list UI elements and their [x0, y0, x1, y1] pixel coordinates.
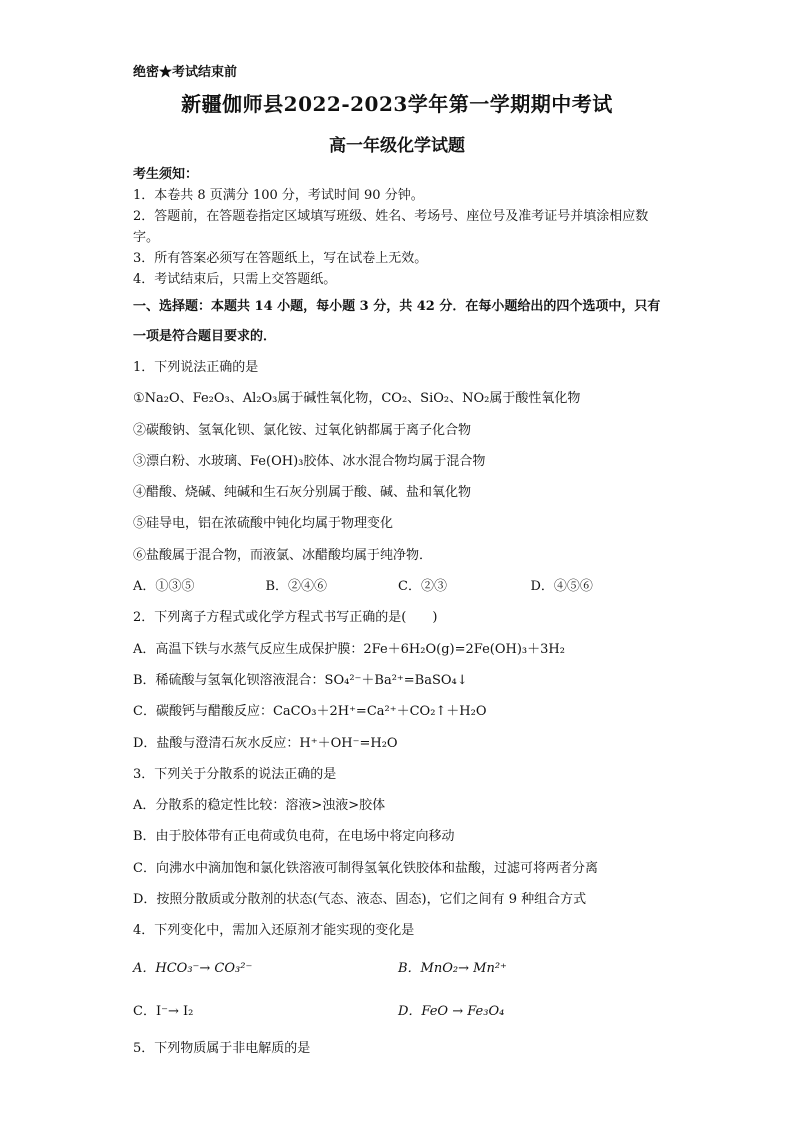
notice-item: 3．所有答案必须写在答题纸上，写在试卷上无效。 — [133, 251, 428, 266]
statement: ①Na₂O、Fe₂O₃、Al₂O₃属于碱性氧化物，CO₂、SiO₂、NO₂属于酸性氧化物 — [133, 391, 581, 407]
question-1-stem: 1．下列说法正确的是 — [133, 360, 259, 375]
question-4-stem: 4．下列变化中，需加入还原剂才能实现的变化是 — [133, 923, 415, 939]
option-b: B．②④⑥ — [265, 579, 328, 595]
question-2-stem: 2．下列离子方程式或化学方程式书写正确的是( ) — [133, 610, 438, 626]
question-1-options — [133, 571, 663, 602]
option-a: A．高温下铁与水蒸气反应生成保护膜：2Fe＋6H₂O(g)=2Fe(OH)₃＋3H₂ — [133, 641, 565, 657]
statement: ⑤硅导电，铝在浓硫酸中钝化均属于物理变化 — [133, 516, 394, 532]
statement: ⑥盐酸属于混合物，而液氯、冰醋酸均属于纯净物． — [133, 547, 433, 563]
statement: ②碳酸钠、氢氧化钡、氯化铵、过氧化钠都属于离子化合物 — [133, 422, 472, 438]
option-c: C．②③ — [398, 579, 447, 595]
statement: ④醋酸、烧碱、纯碱和生石灰分别属于酸、碱、盐和氧化物 — [133, 485, 472, 501]
option-a: A．HCO₃⁻→ CO₃²⁻ — [133, 960, 253, 976]
notice-item: 1．本卷共 8 页满分 100 分，考试时间 90 分钟。 — [133, 188, 424, 203]
option-b: B．MnO₂→ Mn²⁺ — [398, 960, 507, 976]
option-d: D．④⑤⑥ — [530, 579, 593, 595]
secret-label: 绝密★考试结束前 — [133, 65, 238, 80]
notice-item: 4．考试结束后，只需上交答题纸。 — [133, 272, 337, 287]
question-5-stem: 5．下列物质属于非电解质的是 — [133, 1040, 311, 1056]
exam-subtitle: 高一年级化学试题 — [329, 136, 465, 156]
option-a: A．分散系的稳定性比较：溶液>浊液>胶体 — [133, 798, 386, 814]
option-d: D．盐酸与澄清石灰水反应：H⁺＋OH⁻=H₂O — [133, 735, 398, 751]
option-c: C．向沸水中滴加饱和氯化铁溶液可制得氢氧化铁胶体和盐酸，过滤可将两者分离 — [133, 860, 598, 876]
question-3-stem: 3．下列关于分散系的说法正确的是 — [133, 766, 337, 782]
question-4-options-row1 — [133, 947, 663, 990]
option-c: C．I⁻→ I₂ — [133, 1003, 194, 1019]
statement: ③漂白粉、水玻璃、Fe(OH)₃胶体、冰水混合物均属于混合物 — [133, 453, 486, 469]
option-c: C．碳酸钙与醋酸反应：CaCO₃＋2H⁺=Ca²⁺＋CO₂↑＋H₂O — [133, 704, 487, 720]
option-a: A．①③⑤ — [133, 579, 195, 595]
notice-heading: 考生须知： — [133, 167, 199, 182]
notice-item: 2．答题前，在答题卷指定区域填写班级、姓名、考场号、座位号及准考证号并填涂相应数字。 — [133, 209, 649, 245]
option-b: B．稀硫酸与氢氧化钡溶液混合：SO₄²⁻＋Ba²⁺=BaSO₄↓ — [133, 672, 468, 688]
option-b: B．由于胶体带有正电荷或负电荷，在电场中将定向移动 — [133, 829, 455, 845]
option-d: D．按照分散质或分散剂的状态(气态、液态、固态)，它们之间有 9 种组合方式 — [133, 892, 587, 908]
question-4-options-row2 — [133, 990, 663, 1033]
section-heading: 一、选择题：本题共 14 小题，每小题 3 分，共 42 分．在每小题给出的四个选项中，只有一项是符合题目要求的． — [133, 299, 661, 344]
exam-body — [133, 165, 663, 1064]
exam-title: 新疆伽师县2022-2023学年第一学期期中考试 — [181, 92, 613, 116]
option-d: D．FeO → Fe₃O₄ — [398, 1003, 505, 1019]
